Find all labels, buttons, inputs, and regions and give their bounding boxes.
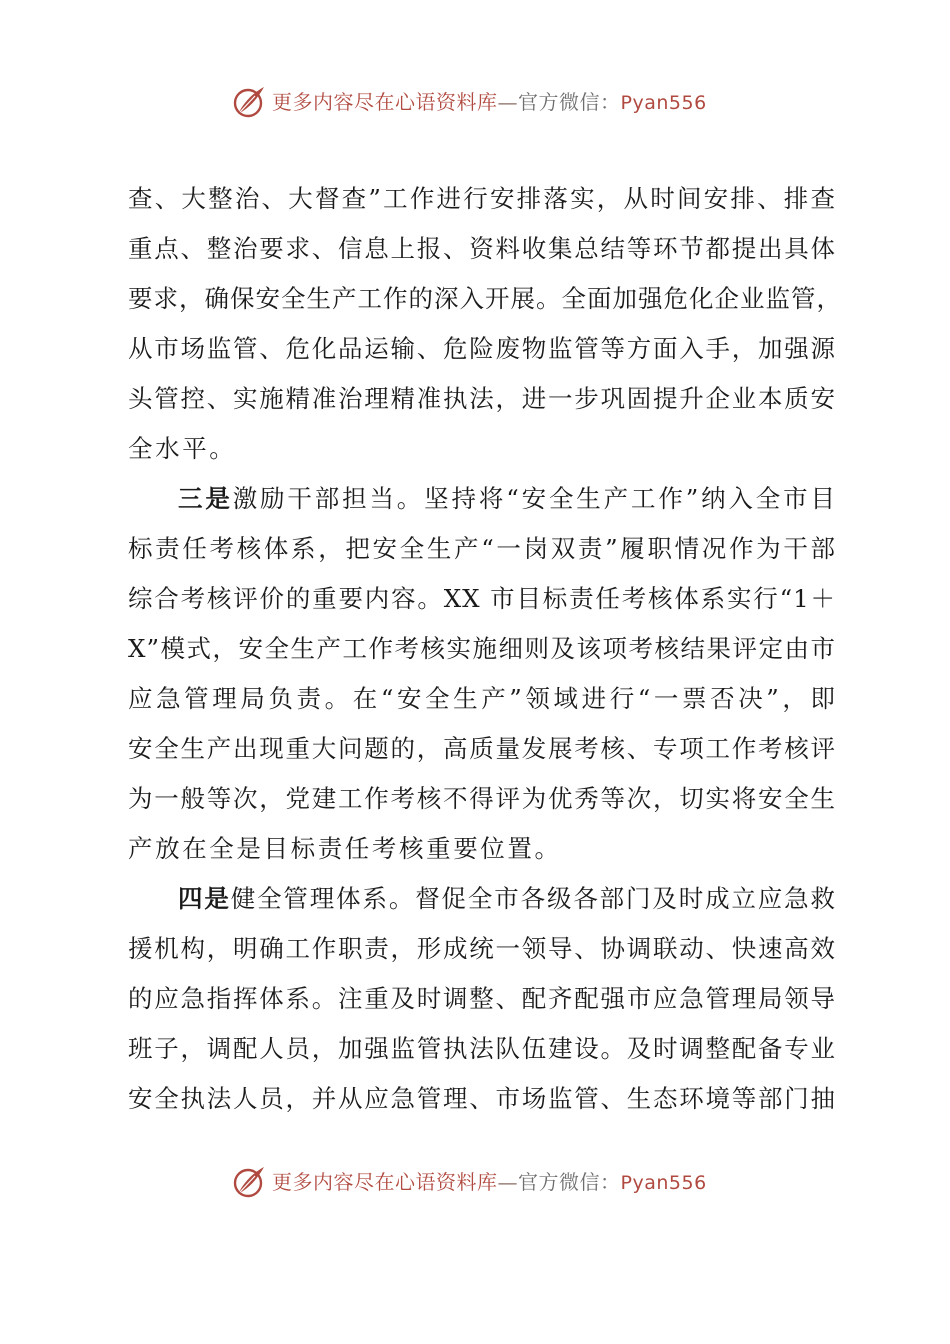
watermark-wechat-id: Pyan556 (620, 92, 707, 114)
text-line: 的应急指挥体系。注重及时调整、配齐配强市应急管理局领导 (128, 984, 836, 1013)
text-line: 为一般等次，党建工作考核不得评为优秀等次，切实将安全生 (128, 784, 836, 813)
watermark-label: 官方微信： (518, 1170, 621, 1194)
watermark-dash: — (497, 1170, 518, 1194)
watermark-main-text: 更多内容尽在心语资料库 (272, 1170, 498, 1194)
watermark-main-text: 更多内容尽在心语资料库 (272, 90, 498, 114)
paragraph-lead: 三是 (178, 484, 233, 513)
document-body (128, 174, 842, 1124)
text-line: 安全生产出现重大问题的，高质量发展考核、专项工作考核评 (128, 734, 836, 763)
text-line: 班子，调配人员，加强监管执法队伍建设。及时调整配备专业 (128, 1034, 836, 1063)
quill-pen-logo-icon (231, 1164, 267, 1200)
paragraph-text: 激励干部担当。坚持将“安全生产工作”纳入全市目 (232, 484, 836, 513)
text-line: 安全执法人员，并从应急管理、市场监管、生态环境等部门抽 (128, 1084, 836, 1113)
text-line: 头管控、实施精准治理精准执法，进一步巩固提升企业本质安 (128, 384, 836, 413)
paragraph-text: 健全管理体系。督促全市各级各部门及时成立应急救 (230, 884, 837, 913)
text-line: 综合考核评价的重要内容。XX 市目标责任考核体系实行“1＋ (128, 584, 836, 613)
text-line: 产放在全是目标责任考核重要位置。 (128, 834, 562, 863)
text-line: 全水平。 (128, 434, 237, 463)
watermark-banner-top (0, 82, 950, 122)
watermark-banner-bottom (0, 1162, 950, 1202)
watermark-dash: — (497, 90, 518, 114)
text-line: 重点、整治要求、信息上报、资料收集总结等环节都提出具体 (128, 234, 836, 263)
text-line: X”模式，安全生产工作考核实施细则及该项考核结果评定由市 (128, 634, 836, 663)
text-line: 应急管理局负责。在“安全生产”领域进行“一票否决”，即 (128, 684, 836, 713)
text-line: 查、大整治、大督查”工作进行安排落实，从时间安排、排查 (128, 184, 836, 213)
paragraph-three-first-line (128, 474, 836, 524)
text-line: 标责任考核体系，把安全生产“一岗双责”履职情况作为干部 (128, 534, 836, 563)
watermark-text (272, 88, 707, 117)
text-line: 援机构，明确工作职责，形成统一领导、协调联动、快速高效 (128, 934, 836, 963)
text-line: 从市场监管、危化品运输、危险废物监管等方面入手，加强源 (128, 334, 836, 363)
paragraph-four-first-line (128, 874, 836, 924)
text-line: 要求，确保安全生产工作的深入开展。全面加强危化企业监管， (128, 284, 842, 313)
watermark-text (272, 1168, 707, 1197)
paragraph-lead: 四是 (178, 884, 231, 913)
watermark-label: 官方微信： (518, 90, 621, 114)
watermark-wechat-id: Pyan556 (620, 1172, 707, 1194)
quill-pen-logo-icon (231, 84, 267, 120)
